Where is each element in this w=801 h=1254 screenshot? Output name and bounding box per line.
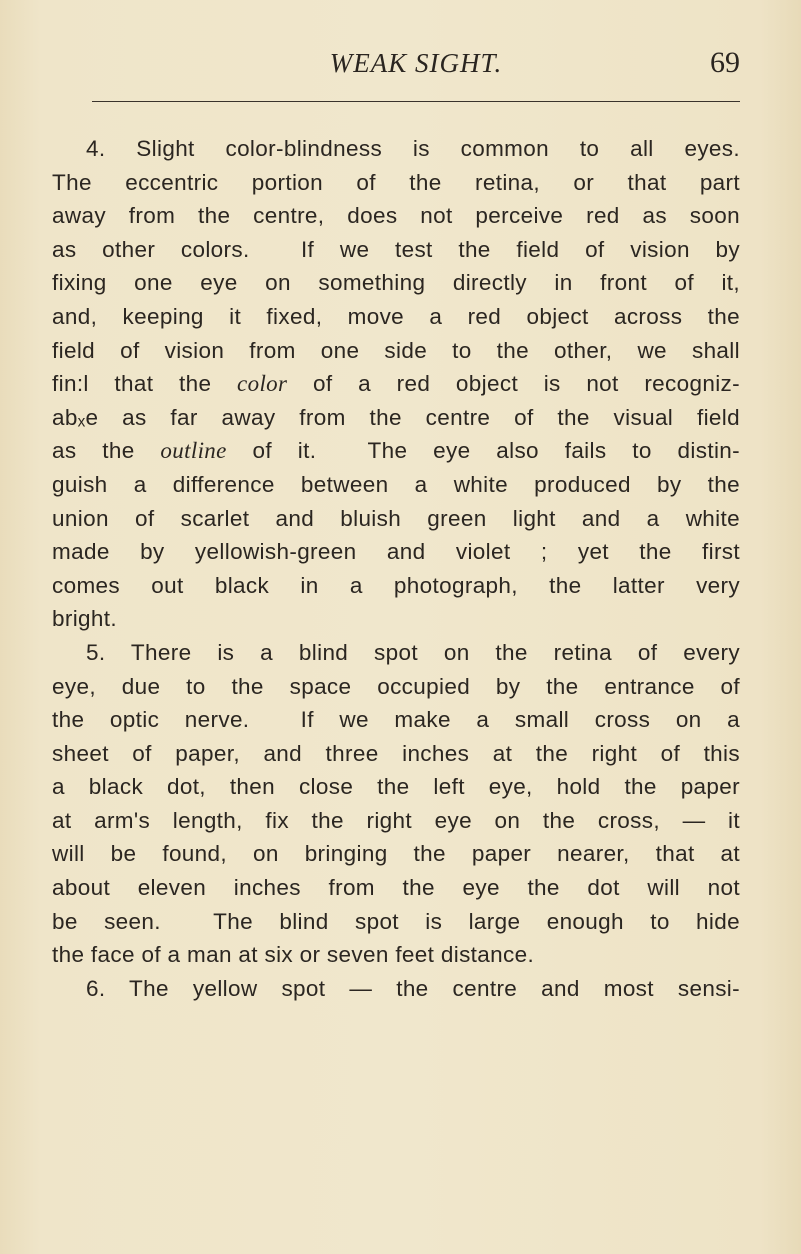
page-number: 69 bbox=[710, 46, 740, 79]
body-text bbox=[52, 132, 740, 1005]
text-line: the optic nerve. If we make a small cross on a bbox=[52, 707, 740, 733]
text-line: 4. Slight color-blindness is common to all eyes. bbox=[86, 136, 740, 161]
text-line: The eccentric portion of the retina, or that part bbox=[52, 169, 740, 195]
text-line: and, keeping it fixed, move a red object across the bbox=[52, 303, 740, 329]
page-header bbox=[92, 48, 740, 88]
text-line: about eleven inches from the eye the dot will not bbox=[52, 875, 740, 901]
text-line: made by yellowish-green and violet ; yet the first bbox=[52, 539, 740, 565]
text-line: guish a difference between a white produced by the bbox=[52, 471, 740, 497]
text-line: as other colors. If we test the field of vision by bbox=[52, 236, 740, 262]
text-line: eye, due to the space occupied by the entrance of bbox=[52, 673, 740, 699]
header-rule bbox=[92, 101, 740, 102]
text-line bbox=[52, 434, 740, 468]
text-fragment: of it. The eye also fails to distin- bbox=[226, 438, 740, 464]
italic-word: color bbox=[237, 371, 288, 397]
text-line: sheet of paper, and three inches at the right of this bbox=[52, 740, 740, 766]
text-line: be seen. The blind spot is large enough to hide bbox=[52, 908, 740, 934]
text-line: field of vision from one side to the other, we shall bbox=[52, 337, 740, 363]
text-line: a black dot, then close the left eye, hold the paper bbox=[52, 774, 740, 800]
text-line: will be found, on bringing the paper nearer, that at bbox=[52, 841, 740, 867]
text-fragment: fin:l that the bbox=[52, 371, 238, 397]
text-line: 5. There is a blind spot on the retina of every bbox=[86, 639, 740, 665]
text-line bbox=[52, 367, 740, 401]
text-line: the face of a man at six or seven feet distance. bbox=[52, 942, 535, 968]
text-fragment: of a red object is not recogniz- bbox=[287, 371, 741, 397]
text-fragment: as the bbox=[52, 438, 161, 464]
italic-word: outline bbox=[160, 438, 227, 464]
text-line: union of scarlet and bluish green light and a white bbox=[52, 505, 740, 531]
text-line: fixing one eye on something directly in front of it, bbox=[52, 270, 740, 296]
text-line: comes out black in a photograph, the latter very bbox=[52, 572, 740, 598]
text-line: abₓe as far away from the centre of the visual field bbox=[52, 404, 740, 430]
text-line: 6. The yellow spot — the centre and most sensi- bbox=[86, 975, 740, 1001]
text-line: at arm's length, fix the right eye on the cross, — it bbox=[52, 807, 740, 833]
text-line: away from the centre, does not perceive red as soon bbox=[52, 203, 740, 229]
running-head: WEAK SIGHT. bbox=[329, 48, 503, 78]
text-line: bright. bbox=[52, 606, 117, 632]
